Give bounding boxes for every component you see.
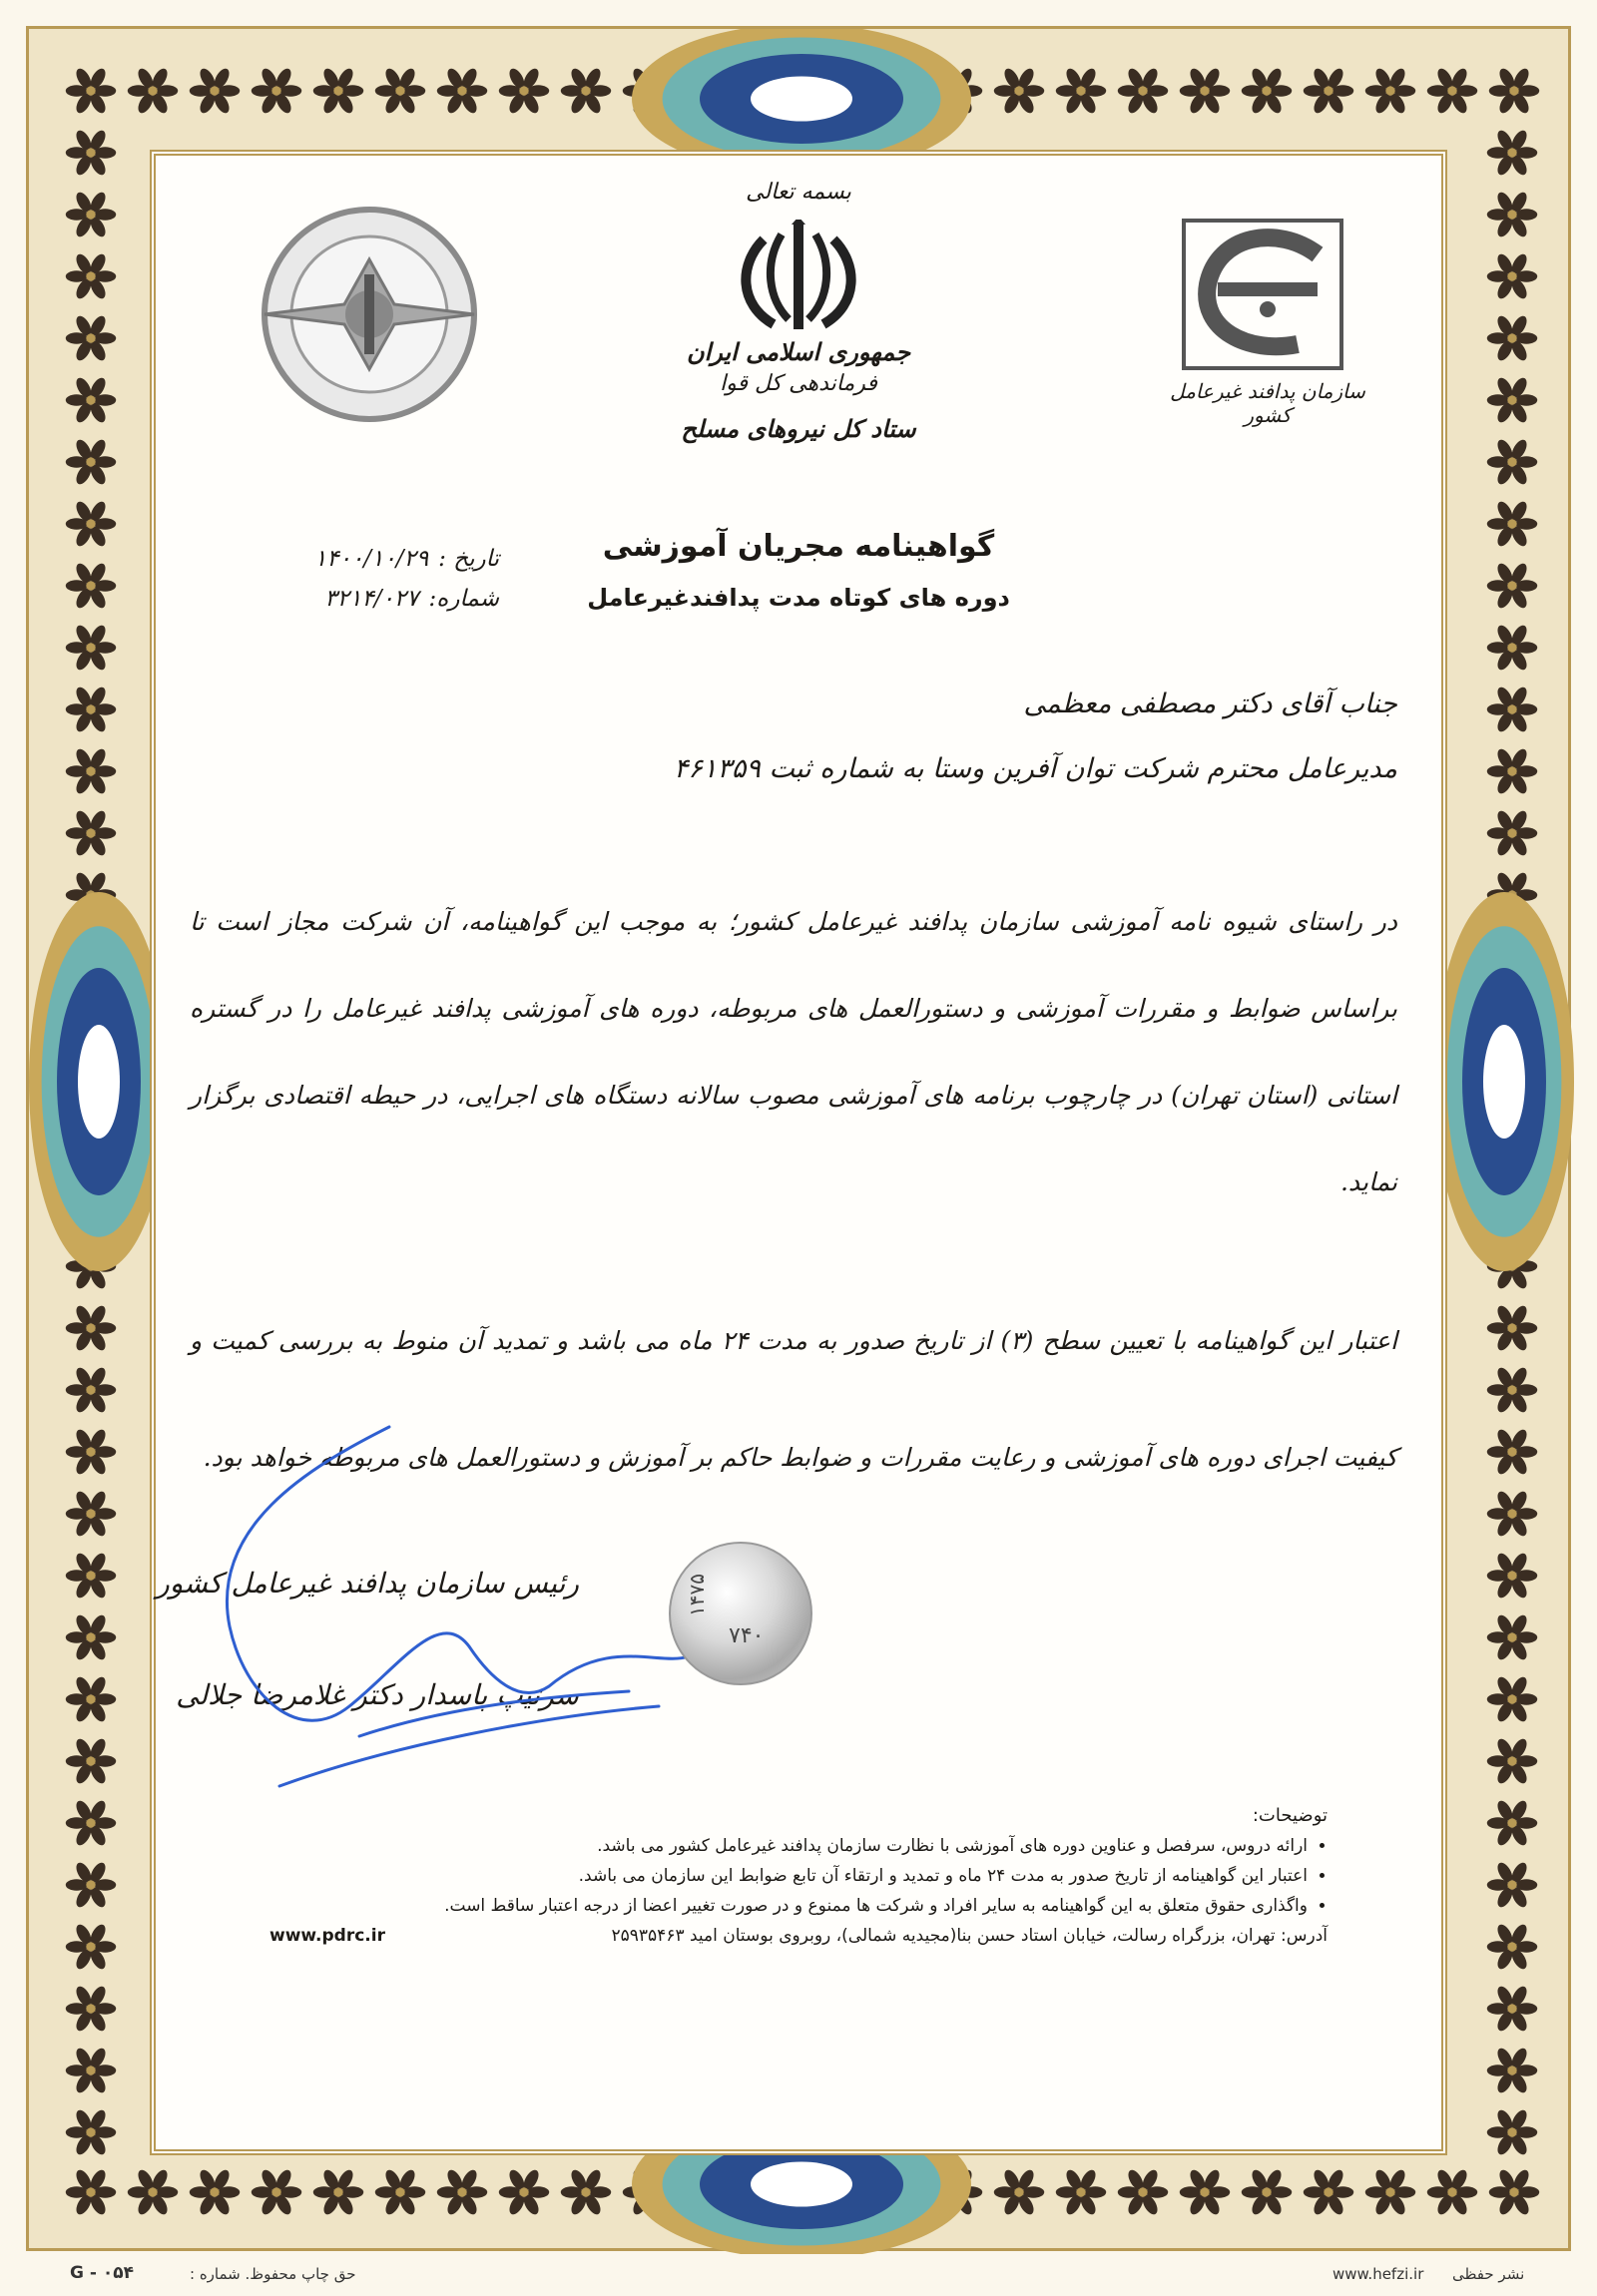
iran-emblem [734, 220, 863, 339]
border-flower [1304, 66, 1353, 115]
border-flower [1487, 2107, 1537, 2156]
border-flower [66, 1860, 116, 1909]
address-row [269, 1921, 1328, 1951]
border-flower [66, 66, 116, 115]
border-flower [66, 1365, 116, 1414]
iran-emblem-icon [734, 220, 863, 339]
number-row [299, 579, 499, 619]
border-flower [66, 2167, 116, 2216]
border-flower [1487, 437, 1537, 486]
border-flower [66, 1736, 116, 1785]
border-flower [66, 1984, 116, 2033]
border-flower [66, 2046, 116, 2094]
border-flower [1487, 1798, 1537, 1847]
border-flower [66, 1922, 116, 1971]
border-flower [437, 66, 487, 115]
note-item: • اعتبار این گواهینامه از تاریخ صدور به مدت ۲۴ ماه و تمدید و ارتقاء آن تابع ضوابط این سازمان می باشد. [269, 1861, 1308, 1891]
border-flower [1487, 1365, 1537, 1414]
form-code: G - ۰۵۴ [70, 2263, 134, 2283]
border-flower [1487, 561, 1537, 610]
border-flower [66, 1551, 116, 1600]
border-flower [1487, 1551, 1537, 1600]
border-flower [66, 128, 116, 177]
border-flower [190, 2167, 240, 2216]
border-flower [375, 2167, 425, 2216]
body-paragraph-2: اعتبار این گواهینامه با تعیین سطح (۳) از تاریخ صدور به مدت ۲۴ ماه می باشد و تمدید آن منوط به بررسی کمیت و کیفیت اجرای دوره های آموزشی و رعایت مقررات و ضوابط حاکم بر آموزش و دستورالعمل های مربوطه خواهد بود. [190, 1326, 1397, 1472]
border-flower [1487, 1922, 1537, 1971]
border-flower [1487, 746, 1537, 795]
border-flower [1365, 2167, 1415, 2216]
border-flower [252, 66, 301, 115]
handwritten-signature [190, 1407, 709, 1806]
border-flower [66, 623, 116, 672]
border-flower [1487, 499, 1537, 548]
passive-defense-logo [1178, 215, 1347, 374]
border-flower [1118, 66, 1168, 115]
armed-forces-seal-icon [255, 200, 484, 429]
copyright-text: حق چاپ محفوظ. شماره : [190, 2265, 356, 2283]
border-flower [1365, 66, 1415, 115]
border-flower [313, 66, 363, 115]
armed-forces-seal [255, 200, 484, 429]
border-flower [1180, 66, 1230, 115]
border-flower [66, 313, 116, 362]
commander-caption: فرماندهی کل قوا [720, 371, 877, 396]
body-paragraph-1: در راستای شیوه نامه آموزشی سازمان پدافند غیرعامل کشور؛ به موجب این گواهینامه، آن شرکت مجاز است تا براساس ضوابط و مقررات آموزشی و دستورالعمل های مربوطه، دوره های آموزشی پدافند غیرعامل را در گستره استانی (استان تهران) در چارچوب برنامه های آموزشی مصوب سالانه دستگاه های اجرایی، در حیطه اقتصادی برگزار نماید. [190, 907, 1397, 1196]
border-flower [66, 685, 116, 733]
border-flower [1242, 2167, 1292, 2216]
hologram-code: ۷۴۰ [729, 1623, 765, 1648]
passive-defense-caption: سازمان پدافند غیرعامل کشور [1170, 379, 1365, 427]
border-flower [1487, 251, 1537, 300]
border-flower [994, 66, 1044, 115]
note-item: • ارائه دروس، سرفصل و عناوین دوره های آموزشی با نظارت سازمان پدافند غیرعامل کشور می باشد. [269, 1831, 1308, 1861]
border-flower [1304, 2167, 1353, 2216]
border-flower [1487, 685, 1537, 733]
border-flower [66, 561, 116, 610]
border-flower [128, 66, 178, 115]
border-flower [499, 66, 549, 115]
border-flower [66, 1612, 116, 1661]
border-medallion [29, 892, 169, 1271]
recipient-name: جناب آقای دکتر مصطفی معظمی [1023, 689, 1397, 719]
signer-title: رئیس سازمان پدافند غیرعامل کشور [156, 1567, 579, 1600]
border-flower [66, 1427, 116, 1476]
border-flower [252, 2167, 301, 2216]
number-value: ۳۲۱۴/۰۲۷ [324, 586, 419, 612]
border-flower [1118, 2167, 1168, 2216]
date-value: ۱۴۰۰/۱۰/۲۹ [313, 546, 429, 572]
border-flower [1487, 808, 1537, 857]
address-text: آدرس: تهران، بزرگراه رسالت، خیابان استاد حسن بنا(مجیدیه شمالی)، روبروی بوستان امید ۲۵۹۳۵۴۶۳ [611, 1926, 1328, 1946]
notes-section [269, 1801, 1328, 1951]
border-flower [313, 2167, 363, 2216]
border-flower [1487, 1674, 1537, 1723]
border-flower [1487, 313, 1537, 362]
border-flower [1487, 1736, 1537, 1785]
border-flower [1427, 2167, 1477, 2216]
border-flower [561, 66, 611, 115]
border-flower [128, 2167, 178, 2216]
border-flower [1487, 1427, 1537, 1476]
certificate-subtitle: دوره های کوتاه مدت پدافندغیرعامل [587, 584, 1010, 612]
border-flower [66, 1798, 116, 1847]
border-flower [1427, 66, 1477, 115]
publisher-site[interactable]: www.hefzi.ir [1332, 2265, 1424, 2283]
border-flower [1487, 1303, 1537, 1352]
border-medallion [1434, 892, 1574, 1271]
border-flower [561, 2167, 611, 2216]
general-staff-caption: ستاد کل نیروهای مسلح [681, 414, 916, 443]
border-flower [1487, 1489, 1537, 1538]
border-flower [66, 2107, 116, 2156]
border-flower [66, 437, 116, 486]
border-flower [1056, 2167, 1106, 2216]
date-label: تاریخ : [438, 546, 499, 572]
border-flower [1487, 375, 1537, 424]
border-flower [1180, 2167, 1230, 2216]
border-flower [190, 66, 240, 115]
border-flower [66, 808, 116, 857]
notes-list [269, 1831, 1328, 1921]
border-flower [994, 2167, 1044, 2216]
republic-caption: جمهوری اسلامی ایران [686, 337, 911, 366]
border-flower [66, 499, 116, 548]
border-flower [1487, 623, 1537, 672]
notes-heading: توضیحات: [1252, 1805, 1328, 1826]
border-flower [66, 375, 116, 424]
border-flower [66, 1303, 116, 1352]
hologram-year: ۱۴۷۵ [685, 1574, 709, 1616]
border-flower [1056, 66, 1106, 115]
border-flower [66, 1489, 116, 1538]
publisher-name: نشر حفظی [1452, 2265, 1525, 2283]
hologram-sticker [669, 1542, 812, 1685]
note-item: • واگذاری حقوق متعلق به این گواهینامه به سایر افراد و شرکت ها ممنوع و در صورت تغییر اعضا از درجه اعتبار ساقط است. [269, 1891, 1308, 1921]
bismillah: بسمه تعالی [746, 180, 851, 205]
recipient-title: مدیرعامل محترم شرکت توان آفرین وستا به شماره ثبت ۴۶۱۳۵۹ [673, 753, 1397, 784]
border-flower [66, 251, 116, 300]
border-flower [1489, 2167, 1539, 2216]
border-flower [437, 2167, 487, 2216]
number-label: شماره: [428, 586, 499, 612]
date-number-block [299, 539, 499, 619]
website-text[interactable]: www.pdrc.ir [269, 1926, 385, 1946]
border-flower [375, 66, 425, 115]
certificate-title: گواهینامه مجریان آموزشی [602, 529, 995, 564]
border-flower [66, 190, 116, 238]
border-flower [1487, 2046, 1537, 2094]
border-flower [1487, 190, 1537, 238]
date-row [299, 539, 499, 579]
signer-name: سرتیپ پاسدار دکتر غلامرضا جلالی [176, 1678, 579, 1711]
border-flower [1487, 128, 1537, 177]
border-flower [1487, 1612, 1537, 1661]
border-flower [1487, 1984, 1537, 2033]
border-flower [1242, 66, 1292, 115]
border-flower [66, 1674, 116, 1723]
border-flower [1489, 66, 1539, 115]
border-flower [499, 2167, 549, 2216]
passive-defense-logo-icon [1178, 215, 1347, 374]
border-flower [66, 746, 116, 795]
border-flower [1487, 1860, 1537, 1909]
